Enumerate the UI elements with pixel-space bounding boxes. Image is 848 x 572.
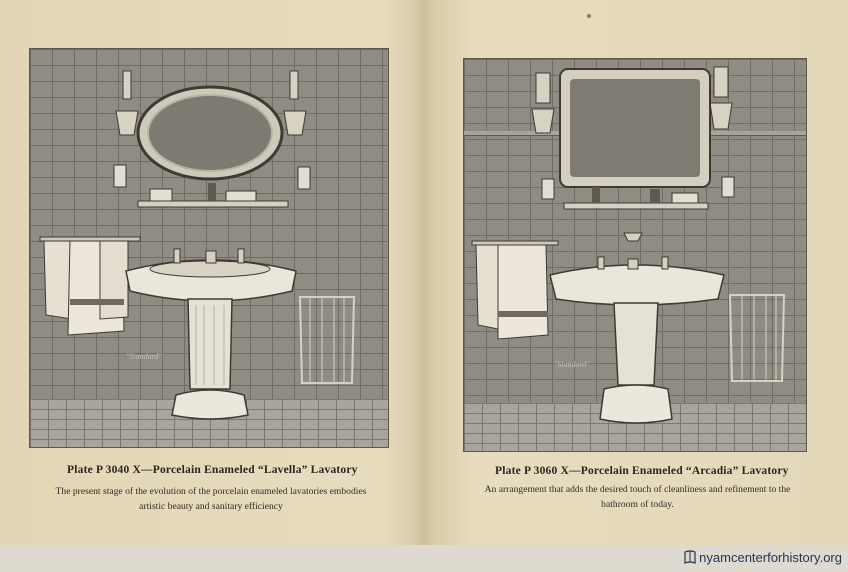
right-brand-mark: "Standard" [554,360,590,369]
right-description-line-1: An arrangement that adds the desired touch of cleanliness and refinement to the [484,484,791,495]
left-description-line-2: artistic beauty and sanitary efficiency [139,501,283,512]
book-icon [684,550,696,564]
credit-bar [0,545,848,572]
left-description-line-1: The present stage of the evolution of the porcelain enameled lavatories embodies [55,486,367,497]
credit-text: nyamcenterforhistory.org [699,550,842,565]
lavella-lavatory-illustration [30,49,388,447]
left-brand-mark: "Standard" [126,352,162,361]
right-plate-description [450,482,825,512]
right-description-line-2: bathroom of today. [601,499,674,510]
left-illustration [29,48,389,448]
right-illustration [463,58,807,452]
right-plate-title: Plate P 3060 X—Porcelain Enameled “Arcadia” Lavatory [495,465,789,477]
arcadia-lavatory-illustration [464,59,806,451]
page-mark [587,14,591,18]
left-plate-title: Plate P 3040 X—Porcelain Enameled “Lavella” Lavatory [67,464,358,476]
left-plate-description [16,484,406,514]
source-credit[interactable] [684,550,842,565]
